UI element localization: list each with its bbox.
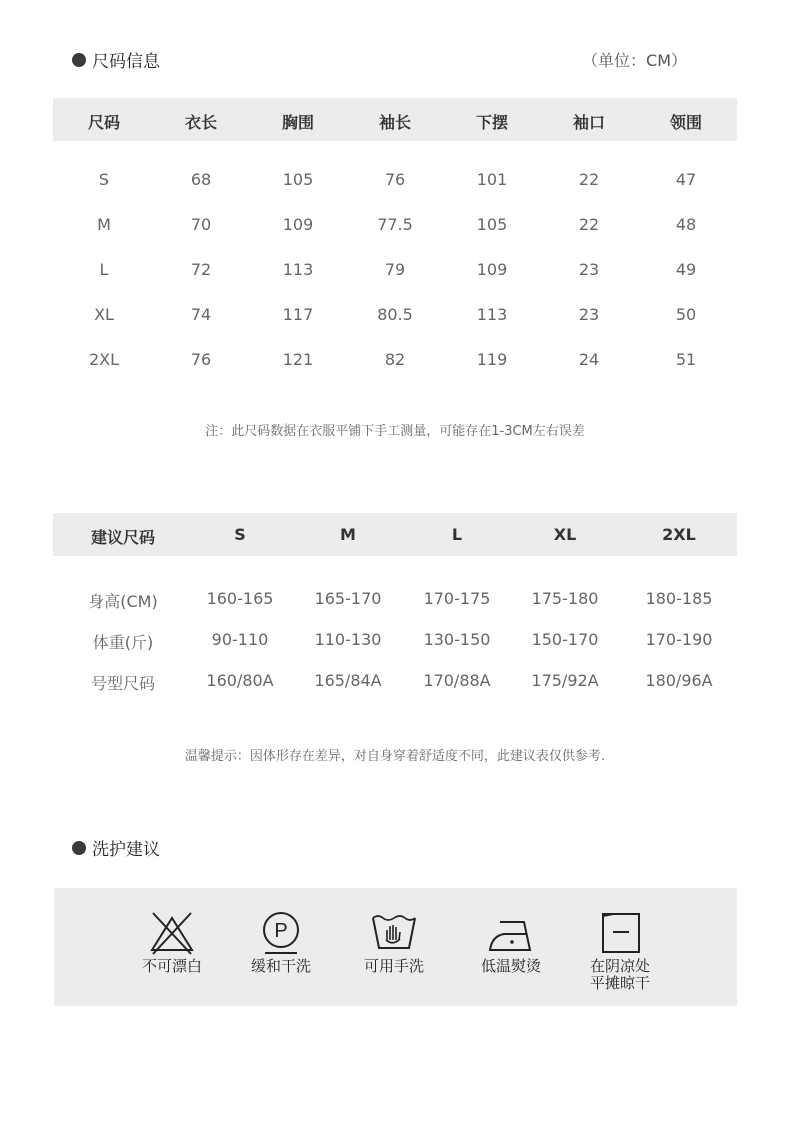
recommend-value-cell: 175-180: [531, 589, 599, 608]
recommend-value-cell: 170/88A: [423, 671, 491, 690]
care-item-hand-wash: 可用手洗: [349, 910, 439, 975]
size-label-cell: S: [98, 170, 110, 189]
size-value-cell: 22: [578, 170, 600, 189]
care-title: [72, 835, 160, 860]
recommend-value-cell: 160/80A: [206, 671, 274, 690]
size-value-cell: 72: [190, 260, 212, 279]
size-header-cell: 下摆: [475, 113, 509, 132]
recommend-header-cell: M: [340, 525, 356, 544]
gentle-dry-clean-icon: [256, 910, 306, 956]
size-value-cell: 113: [476, 305, 508, 324]
size-header-cell: 胸围: [281, 113, 315, 132]
low-temp-iron-icon: [486, 910, 536, 956]
bullet-icon: [72, 841, 86, 855]
recommend-label-cell: 号型尺码: [90, 674, 156, 693]
size-value-cell: 74: [190, 305, 212, 324]
hand-wash-icon: [369, 910, 419, 956]
size-value-cell: 80.5: [377, 305, 413, 324]
care-item-shade-dry: 在阴凉处 平摊晾干: [575, 910, 665, 992]
care-panel: [54, 888, 737, 1006]
bullet-icon: [72, 53, 86, 67]
size-value-cell: 119: [476, 350, 508, 369]
size-value-cell: 113: [282, 260, 314, 279]
size-header-cell: 袖口: [572, 113, 606, 132]
size-value-cell: 68: [190, 170, 212, 189]
size-value-cell: 70: [190, 215, 212, 234]
recommend-note: 温馨提示：因体形存在差异，对自身穿着舒适度不同，此建议表仅供参考.: [184, 749, 606, 764]
size-value-cell: 51: [675, 350, 697, 369]
size-header-cell: 衣长: [184, 113, 218, 132]
size-label-cell: 2XL: [88, 350, 120, 369]
size-value-cell: 23: [578, 305, 600, 324]
recommend-header-cell: S: [234, 525, 246, 544]
recommend-value-cell: 150-170: [531, 630, 599, 649]
size-value-cell: 79: [384, 260, 406, 279]
unit-label: （单位：CM）: [582, 51, 687, 70]
recommend-value-cell: 130-150: [423, 630, 491, 649]
care-title-text: 洗护建议: [92, 840, 160, 860]
size-value-cell: 49: [675, 260, 697, 279]
size-value-cell: 47: [675, 170, 697, 189]
recommend-label-cell: 体重(斤): [92, 633, 154, 652]
no-bleach-icon: [147, 910, 197, 956]
recommend-header-cell: 2XL: [662, 525, 696, 544]
recommend-value-cell: 90-110: [211, 630, 269, 649]
care-item-no-bleach: 不可漂白: [127, 910, 217, 975]
recommend-value-cell: 160-165: [206, 589, 274, 608]
recommend-value-cell: 170-175: [423, 589, 491, 608]
size-header-cell: 尺码: [87, 113, 121, 132]
size-label-cell: M: [97, 215, 111, 234]
recommend-value-cell: 180-185: [645, 589, 713, 608]
size-value-cell: 76: [190, 350, 212, 369]
size-value-cell: 117: [282, 305, 314, 324]
recommend-value-cell: 175/92A: [531, 671, 599, 690]
size-header-cell: 领围: [669, 113, 703, 132]
care-item-iron: 低温熨烫: [466, 910, 556, 975]
recommend-value-cell: 170-190: [645, 630, 713, 649]
size-table-header: [53, 98, 737, 141]
size-info-title-text: 尺码信息: [92, 52, 160, 72]
recommend-header-cell: XL: [553, 525, 577, 544]
recommend-value-cell: 165-170: [314, 589, 382, 608]
size-label-cell: XL: [94, 305, 114, 324]
shade-flat-dry-icon: [595, 910, 645, 956]
recommend-value-cell: 180/96A: [645, 671, 713, 690]
recommend-header-cell: L: [451, 525, 463, 544]
size-value-cell: 50: [675, 305, 697, 324]
care-item-dry-clean: P 缓和干洗: [236, 910, 326, 975]
size-value-cell: 48: [675, 215, 697, 234]
size-info-title: [72, 47, 160, 72]
recommend-table-header: [53, 513, 737, 556]
svg-text:P: P: [274, 920, 288, 942]
size-value-cell: 23: [578, 260, 600, 279]
size-value-cell: 121: [282, 350, 314, 369]
size-value-cell: 105: [476, 215, 508, 234]
recommend-label-cell: 身高(CM): [88, 592, 158, 611]
size-header-cell: 袖长: [378, 113, 412, 132]
recommend-value-cell: 165/84A: [314, 671, 382, 690]
size-value-cell: 101: [476, 170, 508, 189]
size-note: 注：此尺码数据在衣服平铺下手工测量，可能存在1-3CM左右误差: [205, 424, 585, 439]
recommend-header-cell: 建议尺码: [90, 528, 156, 547]
recommend-value-cell: 110-130: [314, 630, 382, 649]
size-value-cell: 24: [578, 350, 600, 369]
size-value-cell: 22: [578, 215, 600, 234]
size-value-cell: 77.5: [377, 215, 413, 234]
size-value-cell: 76: [384, 170, 406, 189]
size-value-cell: 82: [384, 350, 406, 369]
size-label-cell: L: [99, 260, 109, 279]
size-value-cell: 109: [282, 215, 314, 234]
size-value-cell: 105: [282, 170, 314, 189]
size-value-cell: 109: [476, 260, 508, 279]
